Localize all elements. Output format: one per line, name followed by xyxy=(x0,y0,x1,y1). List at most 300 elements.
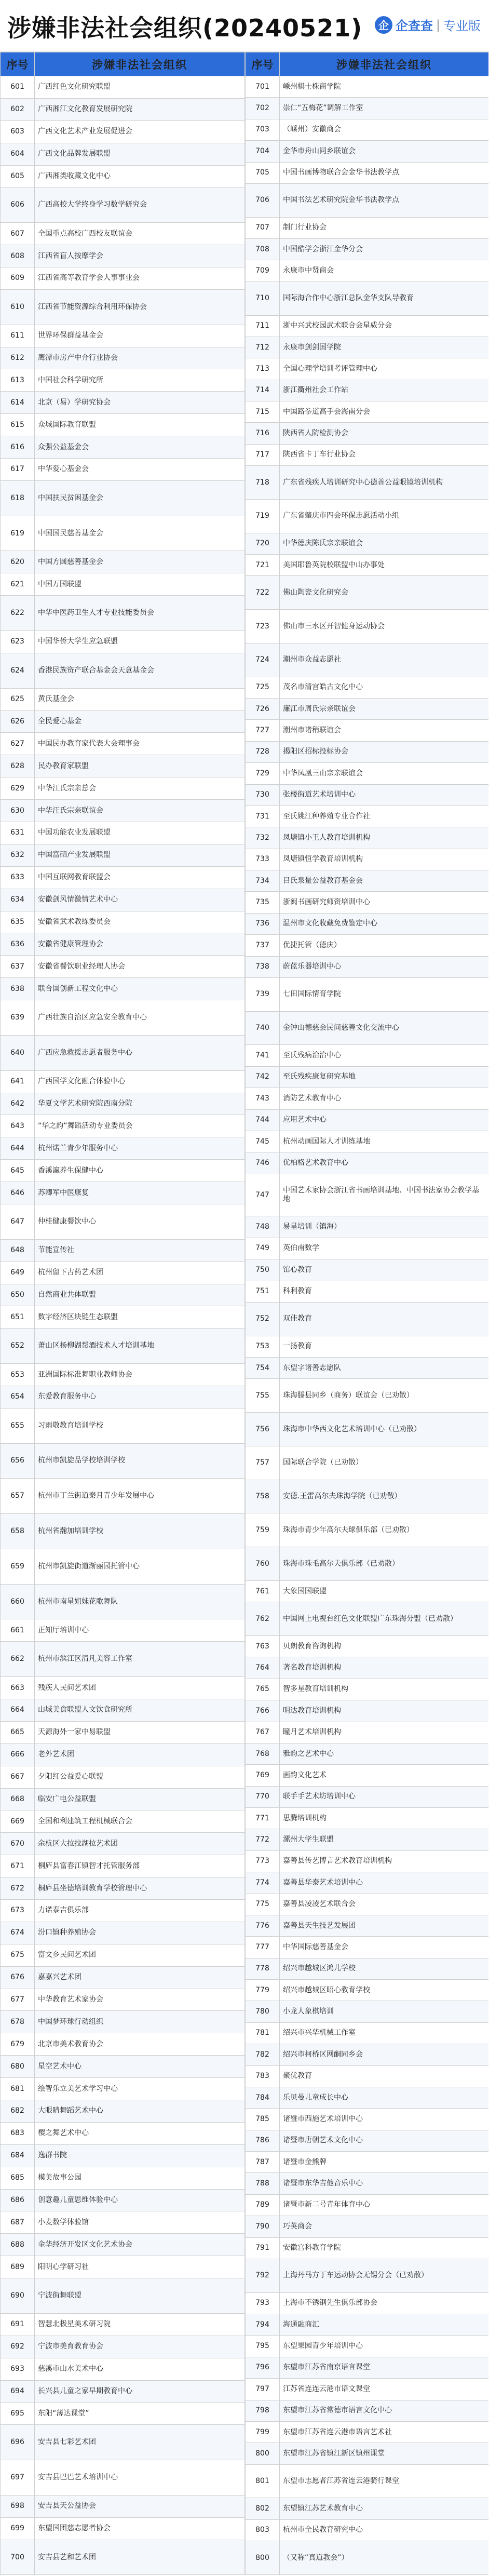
row-organization-name: 老外艺术团 xyxy=(38,1750,74,1759)
row-number: 696 xyxy=(1,2425,35,2460)
table-row xyxy=(246,2195,488,2216)
brand-name: 企查查 xyxy=(395,19,433,33)
table-row xyxy=(1,121,244,143)
row-number: 611 xyxy=(1,325,35,347)
row-organization-name: 山城美食联盟人文饮食研究所 xyxy=(38,1706,132,1714)
table-row xyxy=(246,2400,488,2422)
row-organization-name: 崇仁“五梅花”调解工作室 xyxy=(283,104,363,113)
row-number: 785 xyxy=(246,2109,280,2129)
row-organization-name: 中国方圆慈善基金会 xyxy=(38,557,103,566)
row-number: 648 xyxy=(1,1240,35,1262)
table-row xyxy=(1,1182,244,1204)
row-organization-name: 中华中医药卫生人才专业技能委员会 xyxy=(38,609,154,618)
row-number: 621 xyxy=(1,573,35,595)
row-organization-name: 凤塘镇恒学教育培训机构 xyxy=(283,855,363,864)
row-number: 781 xyxy=(246,2023,280,2044)
row-number: 680 xyxy=(1,2056,35,2077)
table-row xyxy=(1,2145,244,2167)
row-number: 692 xyxy=(1,2336,35,2358)
row-number: 728 xyxy=(246,742,280,762)
row-organization-name: 瞳月艺术培训机构 xyxy=(283,1728,341,1737)
row-number: 625 xyxy=(1,689,35,710)
brand-tag: 专业版 xyxy=(443,19,481,33)
table-row xyxy=(1,573,244,596)
table-row xyxy=(246,380,488,401)
row-organization-name: 宁波市美育教育协会 xyxy=(38,2342,103,2351)
row-number: 723 xyxy=(246,610,280,643)
table-row xyxy=(246,892,488,913)
table-row xyxy=(246,2216,488,2237)
table-row xyxy=(1,369,244,392)
row-organization-name: 聚优教育 xyxy=(283,2072,312,2081)
row-number: 803 xyxy=(246,2520,280,2541)
table-row xyxy=(246,1358,488,1379)
table-row xyxy=(1,481,244,516)
table-row xyxy=(246,2422,488,2443)
row-number: 663 xyxy=(1,1677,35,1699)
table-row xyxy=(246,742,488,763)
row-number: 620 xyxy=(1,551,35,573)
table-row xyxy=(1,1071,244,1093)
row-number: 642 xyxy=(1,1093,35,1115)
table-row xyxy=(246,2465,488,2499)
row-organization-name: 全国心理学培训考评管理中心 xyxy=(283,364,377,373)
row-organization-name: 浙江衢州社会工作站 xyxy=(283,386,348,395)
row-organization-name: 浙中兴武校园武术联合会星威分会 xyxy=(283,321,392,330)
row-organization-name: 安吉县艺和艺术团 xyxy=(38,2553,96,2561)
row-number: 659 xyxy=(1,1549,35,1584)
table-row xyxy=(1,1789,244,1811)
row-organization-name: 上海市不锈钢先生俱乐部协会 xyxy=(283,2299,377,2307)
row-organization-name: 巧英商会 xyxy=(283,2222,312,2231)
table-row xyxy=(246,1174,488,1217)
row-organization-name: 佛山陶瓷文化研究会 xyxy=(283,588,348,597)
row-number: 661 xyxy=(1,1619,35,1641)
row-organization-name: 应用艺术中心 xyxy=(283,1116,327,1124)
row-number: 788 xyxy=(246,2173,280,2194)
table-row xyxy=(1,2496,244,2518)
row-organization-name: 绘智乐立美艺术学习中心 xyxy=(38,2084,118,2093)
table-row xyxy=(246,1012,488,1045)
row-organization-name: 乐贝曼儿童成长中心 xyxy=(283,2093,348,2102)
row-number: 744 xyxy=(246,1110,280,1131)
table-row xyxy=(1,2190,244,2212)
table-row xyxy=(1,1619,244,1642)
row-number: 732 xyxy=(246,827,280,848)
row-organization-name: 中国民办教育家代表大会理事会 xyxy=(38,739,140,748)
row-number: 606 xyxy=(1,187,35,222)
row-organization-name: 广西文化艺术产业发展促进会 xyxy=(38,127,132,136)
row-number: 636 xyxy=(1,933,35,955)
row-organization-name: 汾口镇种养殖协会 xyxy=(38,1928,96,1937)
table-row xyxy=(246,1045,488,1066)
row-number: 774 xyxy=(246,1872,280,1893)
row-number: 741 xyxy=(246,1045,280,1066)
table-row xyxy=(246,1765,488,1786)
table-row xyxy=(246,1303,488,1336)
table-row xyxy=(1,822,244,844)
row-number: 637 xyxy=(1,956,35,977)
row-organization-name: 安德.王雷高尔夫珠海学院（已劝散） xyxy=(283,1492,402,1500)
table-row xyxy=(1,1766,244,1789)
row-organization-name: 香溪瀛养生保健中心 xyxy=(38,1166,103,1175)
row-number: 669 xyxy=(1,1810,35,1832)
table-row xyxy=(246,2130,488,2152)
row-organization-name: 逸群书院 xyxy=(38,2151,67,2160)
row-organization-name: 馆心教育 xyxy=(283,1265,312,1274)
row-organization-name: 广西高校大学终身学习数学研究会 xyxy=(38,200,147,209)
table-row xyxy=(1,1699,244,1722)
table-row xyxy=(1,653,244,689)
row-organization-name: 安徽省餐饮职业经理人协会 xyxy=(38,962,125,971)
row-organization-name: 双佳教育 xyxy=(283,1314,312,1323)
table-row xyxy=(1,1036,244,1071)
row-organization-name: 中国扶民贫困基金会 xyxy=(38,493,103,502)
row-number: 640 xyxy=(1,1036,35,1070)
row-number: 753 xyxy=(246,1336,280,1357)
row-organization-name: 亚洲国际标准舞职业教师协会 xyxy=(38,1370,132,1379)
table-row xyxy=(1,733,244,755)
table-row xyxy=(1,223,244,245)
row-organization-name: 智慧北极星美术研习院 xyxy=(38,2320,111,2329)
table-row xyxy=(1,1479,244,1514)
table-row xyxy=(1,596,244,631)
table-row xyxy=(1,1306,244,1329)
row-number: 701 xyxy=(246,76,280,97)
table-row xyxy=(1,2336,244,2358)
table-row xyxy=(1,347,244,370)
table-row xyxy=(246,2357,488,2379)
table-row xyxy=(246,870,488,892)
row-number: 628 xyxy=(1,755,35,777)
row-number: 764 xyxy=(246,1657,280,1678)
table-body-right xyxy=(246,76,488,2575)
table-row xyxy=(1,956,244,978)
row-number: 789 xyxy=(246,2195,280,2216)
table-row xyxy=(1,1444,244,1479)
row-number: 717 xyxy=(246,445,280,465)
table-row xyxy=(246,677,488,699)
row-organization-name: 雅韵之艺术中心 xyxy=(283,1749,334,1758)
table-row xyxy=(246,1722,488,1743)
table-row xyxy=(246,1379,488,1413)
table-row xyxy=(246,576,488,610)
row-number: 681 xyxy=(1,2078,35,2100)
row-number: 742 xyxy=(246,1067,280,1088)
row-number: 738 xyxy=(246,957,280,977)
row-organization-name: 诸暨市唐朝艺术文化中心 xyxy=(283,2136,363,2145)
table-row xyxy=(246,1480,488,1514)
row-number: 686 xyxy=(1,2190,35,2211)
row-number: 710 xyxy=(246,282,280,315)
row-number: 765 xyxy=(246,1679,280,1700)
row-organization-name: 慈溪市山水美术中心 xyxy=(38,2365,103,2373)
row-organization-name: 广东省残疾人培训研究中心德善公益眼镜培训机构 xyxy=(283,478,443,487)
row-number: 755 xyxy=(246,1379,280,1412)
row-organization-name: 广西国学文化融合体验中心 xyxy=(38,1077,125,1086)
table-row xyxy=(1,1677,244,1699)
row-organization-name: 优柏格艺术教育中心 xyxy=(283,1158,348,1167)
table-row xyxy=(1,711,244,733)
row-number: 752 xyxy=(246,1303,280,1336)
row-number: 618 xyxy=(1,481,35,516)
row-number: 730 xyxy=(246,785,280,806)
row-organization-name: 潮州市诸稍联谊会 xyxy=(283,726,341,735)
row-number: 666 xyxy=(1,1744,35,1766)
row-organization-name: 中国互联网教育联盟会 xyxy=(38,873,111,882)
row-organization-name: 绍兴市柯桥区网酮同乡会 xyxy=(283,2050,363,2059)
row-organization-name: 北京市美术教育协会 xyxy=(38,2040,103,2048)
table-row xyxy=(1,631,244,653)
table-row xyxy=(1,777,244,800)
row-number: 630 xyxy=(1,800,35,822)
row-number: 698 xyxy=(1,2496,35,2517)
row-number: 713 xyxy=(246,358,280,379)
row-number: 662 xyxy=(1,1642,35,1676)
row-organization-name: 桐庐县坐德培训教育学校管理中心 xyxy=(38,1884,147,1893)
table-row xyxy=(1,1855,244,1877)
table-row xyxy=(246,2443,488,2464)
row-organization-name: 阳明心学研习社 xyxy=(38,2262,89,2271)
table-row xyxy=(246,141,488,162)
row-number: 664 xyxy=(1,1699,35,1721)
row-number: 683 xyxy=(1,2123,35,2144)
row-organization-name: 鹰潭市房产中介行业协会 xyxy=(38,353,118,362)
row-number: 734 xyxy=(246,870,280,891)
table-row xyxy=(1,755,244,777)
row-number: 712 xyxy=(246,337,280,358)
table-column-right xyxy=(244,52,488,2575)
row-organization-name: 东望字诸善志愿队 xyxy=(283,1363,341,1372)
row-number: 783 xyxy=(246,2066,280,2087)
row-organization-name: 江西省高等教育学会人事事业会 xyxy=(38,274,140,283)
row-number: 729 xyxy=(246,763,280,784)
table-row xyxy=(246,1088,488,1109)
table-row xyxy=(1,187,244,223)
row-organization-name: 国际联合学院（已劝散） xyxy=(283,1458,363,1467)
row-number: 639 xyxy=(1,1000,35,1035)
table-row xyxy=(246,1851,488,1872)
row-number: 716 xyxy=(246,423,280,444)
row-organization-name: 天源海外一家中易联盟 xyxy=(38,1728,111,1737)
row-organization-name: 江西省节能资源综合利用环保协会 xyxy=(38,302,147,311)
table-row xyxy=(1,2011,244,2033)
table-row xyxy=(1,2460,244,2496)
table-row xyxy=(246,1513,488,1547)
row-organization-name: 科利教育 xyxy=(283,1287,312,1296)
row-number: 658 xyxy=(1,1514,35,1549)
table-row xyxy=(246,2173,488,2194)
table-row xyxy=(1,551,244,573)
table-row xyxy=(246,337,488,358)
table-row xyxy=(246,643,488,677)
row-number: 675 xyxy=(1,1944,35,1966)
table-row xyxy=(246,1602,488,1636)
row-organization-name: 嘉善县天生技艺发展团 xyxy=(283,1921,356,1930)
row-organization-name: 全国重点高校广西校友联谊会 xyxy=(38,229,132,238)
page-title: 涉嫌非法社会组织(20240521) xyxy=(7,14,363,42)
row-number: 635 xyxy=(1,911,35,933)
table-row xyxy=(1,1364,244,1386)
row-organization-name: 易星培训（镇海） xyxy=(283,1223,341,1231)
row-number: 731 xyxy=(246,806,280,827)
row-organization-name: 东阳“薄达课堂” xyxy=(38,2409,89,2418)
row-organization-name: 正知厅培训中心 xyxy=(38,1626,89,1634)
table-row xyxy=(1,1877,244,1900)
table-row xyxy=(246,445,488,466)
table-header xyxy=(1,52,244,76)
row-number: 756 xyxy=(246,1413,280,1446)
header-name: 涉嫌非法社会组织 xyxy=(92,58,187,71)
row-organization-name: 永康市中贤商会 xyxy=(283,266,334,275)
row-number: 614 xyxy=(1,392,35,413)
row-number: 632 xyxy=(1,844,35,866)
row-organization-name: 珠海滕县同乡（商务）联谊会（已劝散） xyxy=(283,1391,414,1400)
row-organization-name: 消防艺术教育中心 xyxy=(283,1094,341,1103)
row-organization-name: 自然商业共体联盟 xyxy=(38,1290,96,1299)
table-row xyxy=(1,2540,244,2575)
row-organization-name: 杭州省瀚加培训学校 xyxy=(38,1527,103,1536)
row-organization-name: 北京（易）学研究协会 xyxy=(38,398,111,407)
row-organization-name: 凤塘镇小王人教育培训机构 xyxy=(283,833,370,842)
row-organization-name: 漯州大学生联盟 xyxy=(283,1835,334,1844)
row-number: 641 xyxy=(1,1071,35,1093)
table-header xyxy=(246,52,488,76)
row-organization-name: 绍兴市越城区鸿儿学校 xyxy=(283,1964,356,1973)
table-row xyxy=(246,282,488,316)
row-organization-name: 张楼街道艺术培训中心 xyxy=(283,790,356,799)
row-number: 644 xyxy=(1,1137,35,1159)
row-organization-name: 制门行业协会 xyxy=(283,223,327,232)
row-organization-name: 广西红色文化研究联盟 xyxy=(38,83,111,91)
row-organization-name: 中国国民慈善基金会 xyxy=(38,529,103,538)
table-row xyxy=(1,2314,244,2336)
row-number: 709 xyxy=(246,260,280,281)
table-column-left xyxy=(1,52,244,2575)
row-organization-name: 珠海市中华西文化艺术培训中心（已劝散） xyxy=(283,1425,421,1433)
row-number: 750 xyxy=(246,1259,280,1280)
row-number: 601 xyxy=(1,76,35,98)
table-row xyxy=(1,689,244,711)
row-number: 714 xyxy=(246,380,280,401)
row-number: 773 xyxy=(246,1851,280,1872)
row-organization-name: 金钟山德慈会民间慈善文化交流中心 xyxy=(283,1024,399,1032)
table-row xyxy=(246,1152,488,1174)
row-number: 624 xyxy=(1,653,35,688)
row-organization-name: 绍兴市兴华机械工作室 xyxy=(283,2029,356,2037)
row-organization-name: 杭州市丁兰街道秦月青少年发展中心 xyxy=(38,1492,154,1500)
row-number: 650 xyxy=(1,1284,35,1306)
row-number: 790 xyxy=(246,2216,280,2237)
table-row xyxy=(246,2336,488,2357)
table-row xyxy=(246,1110,488,1131)
table-row xyxy=(246,2066,488,2087)
table-row xyxy=(1,459,244,481)
table-row xyxy=(1,2056,244,2078)
table-row xyxy=(1,867,244,889)
row-number: 695 xyxy=(1,2403,35,2424)
table-row xyxy=(246,1131,488,1152)
table-row xyxy=(1,1642,244,1677)
row-organization-name: 吕氏泉量公益教育基金会 xyxy=(283,876,363,885)
table-row xyxy=(1,1989,244,2011)
row-number: 743 xyxy=(246,1088,280,1109)
row-number: 794 xyxy=(246,2314,280,2335)
table-row xyxy=(246,1829,488,1850)
table-row xyxy=(1,325,244,347)
row-number: 612 xyxy=(1,347,35,369)
row-organization-name: 东望果园青少年培训中心 xyxy=(283,2342,363,2351)
row-organization-name: 广西应急救援志愿者服务中心 xyxy=(38,1048,132,1057)
table-row xyxy=(246,358,488,380)
row-number: 705 xyxy=(246,163,280,183)
table-row xyxy=(1,1967,244,1989)
table-row xyxy=(246,2293,488,2314)
row-organization-name: 中华德庆陈氏宗亲联谊会 xyxy=(283,539,363,548)
row-organization-name: 安徽省健康管理协会 xyxy=(38,940,103,948)
table-row xyxy=(246,1980,488,2001)
table-row xyxy=(1,2211,244,2234)
row-organization-name: 诸暨市金熊牌 xyxy=(283,2157,327,2166)
row-organization-name: 中国功能农业发展联盟 xyxy=(38,828,111,837)
table-row xyxy=(246,2520,488,2541)
row-organization-name: 嘉善县华泰艺术培训中心 xyxy=(283,1878,363,1887)
row-number: 651 xyxy=(1,1306,35,1328)
table-row xyxy=(246,1743,488,1765)
row-number: 740 xyxy=(246,1012,280,1045)
row-number: 671 xyxy=(1,1855,35,1877)
row-number: 760 xyxy=(246,1547,280,1580)
table-row xyxy=(1,1000,244,1036)
table-row xyxy=(1,2100,244,2123)
row-organization-name: 杭州市凯旋街道渐丽园托管中心 xyxy=(38,1562,140,1571)
row-number: 724 xyxy=(246,643,280,677)
row-number: 699 xyxy=(1,2518,35,2540)
row-organization-name: 江西省盲人按摩学会 xyxy=(38,251,103,260)
row-organization-name: 东望市江苏省常德市语言文化中心 xyxy=(283,2406,392,2415)
row-organization-name: 大眼睛舞蹈艺术中心 xyxy=(38,2107,103,2115)
row-number: 605 xyxy=(1,166,35,187)
table-row xyxy=(246,2152,488,2173)
table-row xyxy=(246,785,488,806)
row-number: 722 xyxy=(246,576,280,609)
table-row xyxy=(246,533,488,555)
table-row xyxy=(246,957,488,978)
table-row xyxy=(246,260,488,281)
row-organization-name: 广东省肇庆市四会环保志愿活动小组 xyxy=(283,512,399,520)
row-number: 799 xyxy=(246,2422,280,2443)
row-organization-name: （又称“真道教会”） xyxy=(283,2553,349,2562)
table-row xyxy=(1,2123,244,2145)
table-row xyxy=(246,1937,488,1958)
row-organization-name: 著名教育培训机构 xyxy=(283,1663,341,1672)
row-organization-name: 中国路拳道高手会海南分会 xyxy=(283,407,370,416)
table-row xyxy=(246,849,488,870)
table-row xyxy=(246,316,488,337)
table-row xyxy=(246,1216,488,1238)
table-row xyxy=(1,245,244,267)
table-row xyxy=(1,1262,244,1284)
row-number: 676 xyxy=(1,1967,35,1989)
table-row xyxy=(246,1679,488,1700)
row-organization-name: 诸暨市东华吉他音乐中心 xyxy=(283,2179,363,2188)
row-organization-name: 全民爱心基金 xyxy=(38,717,82,726)
row-organization-name: 中国网上电视台红色文化联盟广东珠海分盟（已劝散） xyxy=(283,1614,457,1623)
table-body-left xyxy=(1,76,244,2575)
table-row xyxy=(246,2541,488,2575)
table-row xyxy=(246,1700,488,1722)
row-number: 604 xyxy=(1,143,35,165)
